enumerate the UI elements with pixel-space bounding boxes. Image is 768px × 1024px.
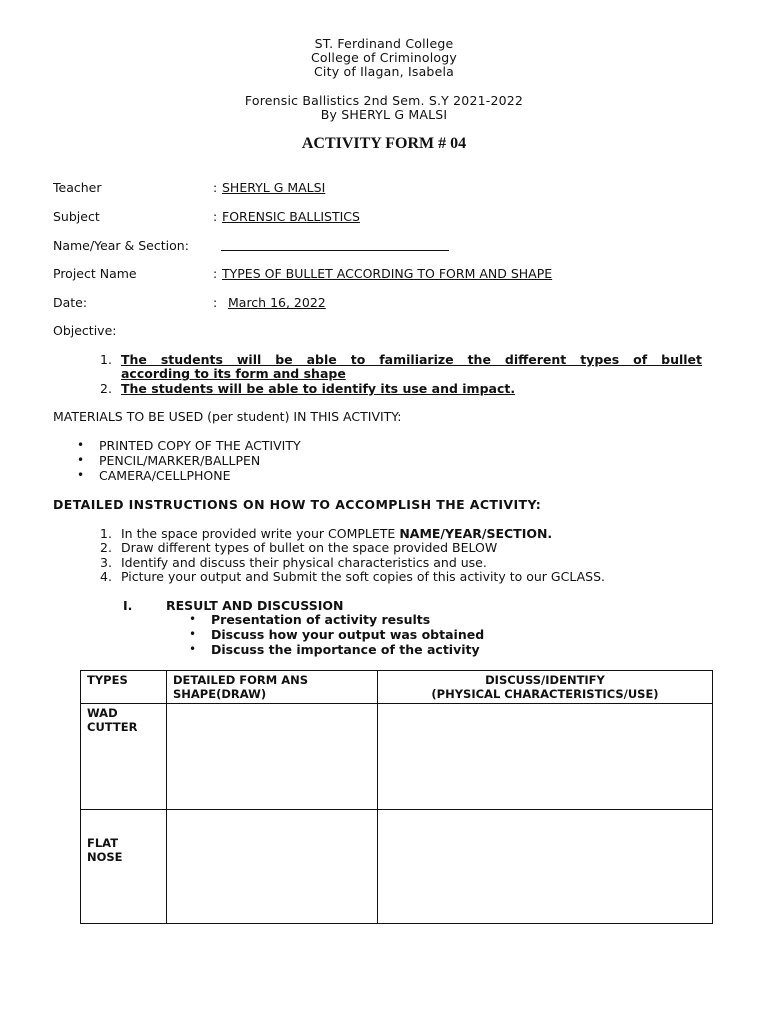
date-value: March 16, 2022 <box>228 295 326 310</box>
materials-heading: MATERIALS TO BE USED (per student) IN THIS ACTIVITY: <box>53 409 402 424</box>
instruction-3-number: 3. <box>100 555 112 570</box>
discuss-cell[interactable] <box>378 704 713 810</box>
table-row <box>81 704 713 810</box>
type-cell <box>81 704 167 810</box>
section-number: I. <box>123 598 133 613</box>
result-heading: RESULT AND DISCUSSION <box>166 598 344 613</box>
teacher-label: Teacher <box>53 180 102 195</box>
header-form-line2: SHAPE(DRAW) <box>173 687 267 701</box>
instructions-heading: DETAILED INSTRUCTIONS ON HOW TO ACCOMPLISH THE ACTIVITY: <box>53 497 542 512</box>
subject-value: FORENSIC BALLISTICS <box>222 209 360 224</box>
project-colon: : <box>213 266 218 281</box>
teacher-value: SHERYL G MALSI <box>222 180 326 195</box>
result-item: Discuss the importance of the activity <box>211 642 480 657</box>
page-title: ACTIVITY FORM # 04 <box>301 135 467 152</box>
type-name-line1: FLAT <box>87 836 119 850</box>
result-item: Presentation of activity results <box>211 612 431 627</box>
header-discuss-line1: DISCUSS/IDENTIFY <box>485 673 605 687</box>
name-year-section-label: Name/Year & Section: <box>53 238 189 253</box>
header-discuss <box>378 671 713 704</box>
discuss-cell[interactable] <box>378 810 713 924</box>
type-name-line2: NOSE <box>87 850 123 864</box>
date-label: Date: <box>53 295 88 310</box>
college-name: College of Criminology <box>310 50 458 65</box>
header-form-line1: DETAILED FORM ANS <box>173 673 309 687</box>
material-item: PENCIL/MARKER/BALLPEN <box>99 453 261 468</box>
instruction-3-text: Identify and discuss their physical characteristics and use. <box>121 555 487 570</box>
subject-colon: : <box>213 209 218 224</box>
instruction-2-text: Draw different types of bullet on the space provided BELOW <box>121 540 498 555</box>
school-name: ST. Ferdinand College <box>314 36 454 51</box>
result-item: Discuss how your output was obtained <box>211 627 485 642</box>
instruction-1-plain: In the space provided write your COMPLETE <box>121 526 400 541</box>
author-line: By SHERYL G MALSI <box>320 107 448 122</box>
type-name-line1: WAD <box>87 706 118 720</box>
objective-2-number: 2. <box>100 381 112 396</box>
project-name-label: Project Name <box>53 266 137 281</box>
project-name-value: TYPES OF BULLET ACCORDING TO FORM AND SHAPE <box>222 266 553 281</box>
objective-1-line1: The students will be able to familiarize the different types of bullet <box>121 352 702 367</box>
header-types-label: TYPES <box>87 673 128 687</box>
material-item: PRINTED COPY OF THE ACTIVITY <box>99 438 301 453</box>
table-row <box>81 810 713 924</box>
instruction-1-text <box>121 526 552 541</box>
bullet-icon: • <box>189 642 197 656</box>
bullet-icon: • <box>77 438 85 452</box>
header-form <box>167 671 378 704</box>
bullet-icon: • <box>189 627 197 641</box>
name-year-section-blank[interactable] <box>221 237 449 251</box>
objective-1-number: 1. <box>100 352 112 367</box>
header-types <box>81 671 167 704</box>
bullet-types-table <box>80 670 713 924</box>
instruction-2-number: 2. <box>100 540 112 555</box>
instruction-4-text: Picture your output and Submit the soft copies of this activity to our GCLASS. <box>121 569 605 584</box>
objective-label: Objective: <box>53 323 117 338</box>
table-header-row <box>81 671 713 704</box>
bullet-icon: • <box>189 612 197 626</box>
instruction-1-bold: NAME/YEAR/SECTION. <box>399 526 553 541</box>
school-location: City of Ilagan, Isabela <box>314 64 454 79</box>
date-colon: : <box>213 295 218 310</box>
objective-1-line2: according to its form and shape <box>121 366 346 381</box>
draw-cell[interactable] <box>167 810 378 924</box>
objective-2-text: The students will be able to identify its use and impact. <box>121 381 516 396</box>
bullet-icon: • <box>77 468 85 482</box>
instruction-4-number: 4. <box>100 569 112 584</box>
course-semester: Forensic Ballistics 2nd Sem. S.Y 2021-2022 <box>244 93 524 108</box>
teacher-colon: : <box>213 180 218 195</box>
header-discuss-line2: (PHYSICAL CHARACTERISTICS/USE) <box>431 687 659 701</box>
type-cell <box>81 810 167 924</box>
bullet-icon: • <box>77 453 85 467</box>
material-item: CAMERA/CELLPHONE <box>99 468 231 483</box>
instruction-1-number: 1. <box>100 526 112 541</box>
subject-label: Subject <box>53 209 100 224</box>
type-name-line2: CUTTER <box>87 720 138 734</box>
draw-cell[interactable] <box>167 704 378 810</box>
